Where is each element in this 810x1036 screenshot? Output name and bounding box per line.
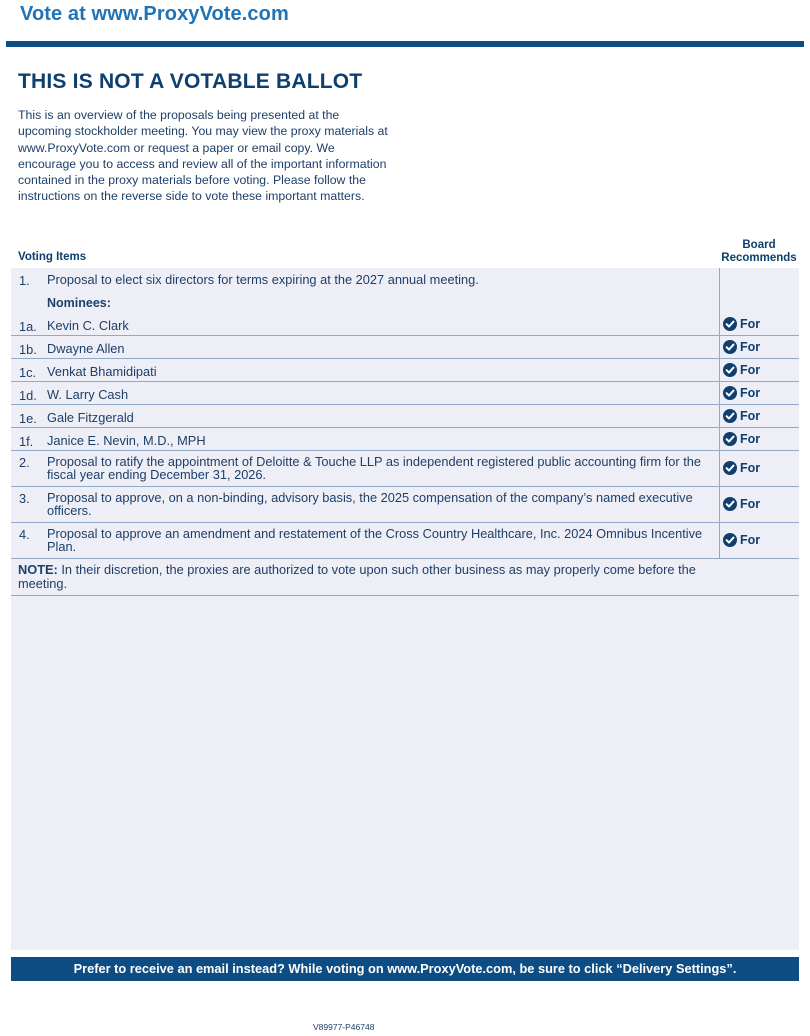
check-circle-icon (723, 432, 737, 446)
nominee-number: 1a. (19, 319, 37, 334)
recommendation-label: For (740, 363, 761, 377)
recommendation (723, 497, 760, 511)
recommendation-label: For (740, 409, 761, 423)
item-text: Proposal to elect six directors for terms expiring at the 2027 annual meeting. (47, 272, 479, 287)
board-recommends-line1: Board (742, 239, 776, 251)
nominee-name: Kevin C. Clark (47, 318, 129, 333)
recommendation (723, 317, 760, 331)
check-circle-icon (723, 533, 737, 547)
item-text: Proposal to approve an amendment and restatement of the Cross Country Healthcare, Inc. 2024 Omnibus Incentive Plan. (47, 526, 703, 554)
table-row-nominee (11, 382, 799, 405)
table-row-nominee (11, 336, 799, 359)
item-number: 1. (19, 273, 30, 288)
table-row-nominee (11, 405, 799, 428)
table-row-note (11, 559, 799, 596)
recommendation-label: For (740, 432, 761, 446)
nominee-number: 1e. (19, 411, 37, 426)
page-header-title: Vote at www.ProxyVote.com (20, 3, 289, 25)
nominees-label: Nominees: (47, 296, 111, 310)
item-text: Proposal to approve, on a non-binding, advisory basis, the 2025 compensation of the company’s named executive officers. (47, 490, 693, 518)
ballot-heading: THIS IS NOT A VOTABLE BALLOT (18, 70, 363, 93)
voting-items-table (11, 268, 799, 950)
recommendation (723, 461, 760, 475)
recommendation (723, 340, 760, 354)
nominee-name: Gale Fitzgerald (47, 410, 134, 425)
item-number: 3. (19, 491, 30, 506)
table-row-nominee (11, 359, 799, 382)
table-row-item-1 (11, 268, 799, 336)
check-circle-icon (723, 461, 737, 475)
item-text: Proposal to ratify the appointment of Deloitte & Touche LLP as independent registered public accounting firm for the fiscal year ending December 31, 2026. (47, 454, 701, 482)
recommendation-label: For (740, 386, 761, 400)
table-row-proposal (11, 487, 799, 523)
check-circle-icon (723, 409, 737, 423)
recommendation (723, 409, 760, 423)
intro-paragraph: This is an overview of the proposals being presented at the upcoming stockholder meeting. You may view the proxy materials at www.ProxyVote.com or request a paper or email copy. We encourage you to access and review all of the important information contained in the proxy materials before voting. Please follow the instructions on the reverse side to vote these important matters. (18, 108, 388, 204)
note-label: NOTE: (18, 562, 58, 577)
voting-items-header: Voting Items (18, 251, 87, 263)
note-text (18, 563, 718, 590)
recommendation (723, 363, 760, 377)
document-id: V89977-P46748 (313, 1022, 375, 1032)
check-circle-icon (723, 363, 737, 377)
board-recommends-header (718, 239, 800, 265)
nominee-number: 1c. (19, 365, 37, 380)
nominee-name: W. Larry Cash (47, 387, 129, 402)
recommendation-label: For (740, 340, 761, 354)
check-circle-icon (723, 386, 737, 400)
board-recommends-line2: Recommends (721, 252, 797, 264)
nominee-number: 1d. (19, 388, 37, 403)
header-divider (6, 41, 804, 47)
email-delivery-banner: Prefer to receive an email instead? While voting on www.ProxyVote.com, be sure to click “Delivery Settings”. (11, 957, 799, 981)
item-number: 2. (19, 455, 30, 470)
recommendation-label: For (740, 533, 761, 547)
item-number: 4. (19, 527, 30, 542)
nominee-number: 1b. (19, 342, 37, 357)
check-circle-icon (723, 340, 737, 354)
recommendation (723, 386, 760, 400)
recommendation-label: For (740, 461, 761, 475)
nominee-number: 1f. (19, 434, 34, 449)
recommendation (723, 533, 760, 547)
nominee-name: Venkat Bhamidipati (47, 364, 157, 379)
recommendation-label: For (740, 497, 761, 511)
note-body: In their discretion, the proxies are authorized to vote upon such other business as may properly come before the meeting. (18, 562, 696, 591)
table-row-proposal (11, 451, 799, 487)
recommendation-label: For (740, 317, 761, 331)
table-row-proposal (11, 523, 799, 559)
nominee-name: Dwayne Allen (47, 341, 125, 356)
nominee-name: Janice E. Nevin, M.D., MPH (47, 433, 206, 448)
check-circle-icon (723, 317, 737, 331)
recommendation (723, 432, 760, 446)
table-row-nominee (11, 428, 799, 451)
check-circle-icon (723, 497, 737, 511)
